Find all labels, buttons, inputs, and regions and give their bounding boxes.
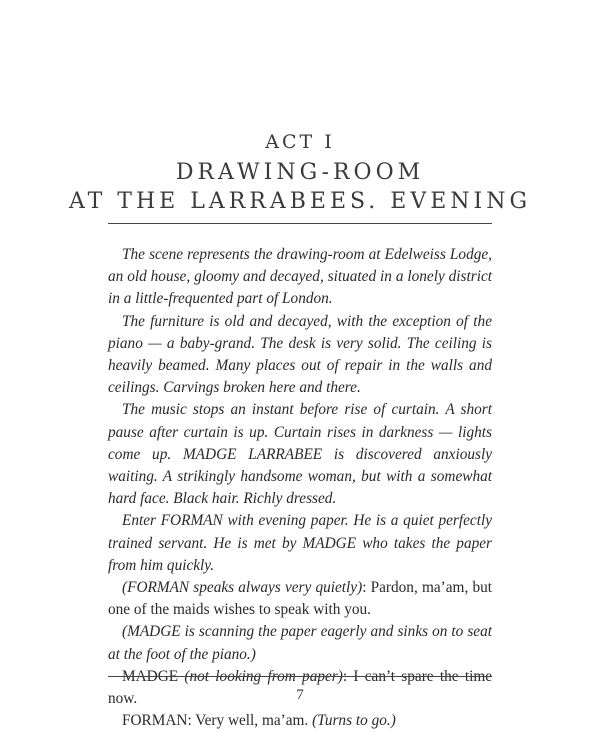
dialogue-speech: : Very well, ma’am. xyxy=(187,712,309,730)
scene-title xyxy=(0,158,600,216)
paragraph-furniture: The furniture is old and decayed, with the exception of the piano — a baby-grand. The desk is very solid. The ceiling is heavily beamed. Many places out of repair in the walls and ceilings. Carvings broken here and there. xyxy=(108,312,492,397)
act-heading: ACT I xyxy=(265,131,335,153)
stage-direction: (Turns to go.) xyxy=(312,712,396,730)
speaker-name: MADGE xyxy=(122,667,179,685)
scene-title-line-2: AT THE LARRABEES. EVENING xyxy=(68,189,532,214)
script-text xyxy=(108,244,492,732)
dialogue-forman-2 xyxy=(108,710,492,732)
page-number: 7 xyxy=(296,687,304,703)
stage-direction: (not looking from paper) xyxy=(184,667,343,685)
stage-direction: (FORMAN speaks always very quietly) xyxy=(122,579,363,597)
bottom-divider xyxy=(108,676,492,677)
dialogue-speech: : I can’t spare the time now. xyxy=(108,667,493,708)
speaker-name: FORMAN xyxy=(122,712,188,730)
paragraph-curtain: The music stops an instant before rise of curtain. A short pause after curtain is up. Curtain rises in darkness — lights come up. MADGE LARRABEE is discovered anxiously waiting. A strikingly handsome woman, but with a somewhat hard face. Black hair. Richly dressed. xyxy=(108,401,492,508)
top-divider xyxy=(108,223,492,224)
paragraph-madge-scanning: (MADGE is scanning the paper eagerly and sinks on to seat at the foot of the piano.) xyxy=(108,623,492,663)
paragraph-scene-description: The scene represents the drawing-room at Edelweiss Lodge, an old house, gloomy and decayed, situated in a lonely district in a little-frequented part of London. xyxy=(108,246,492,308)
paragraph-enter-forman: Enter FORMAN with evening paper. He is a quiet perfectly trained servant. He is met by MADGE who takes the paper from him quickly. xyxy=(108,512,492,574)
dialogue-speech: : Pardon, ma’am, but one of the maids wishes to speak with you. xyxy=(108,579,492,619)
dialogue-forman-1 xyxy=(108,577,492,621)
scene-title-line-1: DRAWING-ROOM xyxy=(175,160,425,185)
